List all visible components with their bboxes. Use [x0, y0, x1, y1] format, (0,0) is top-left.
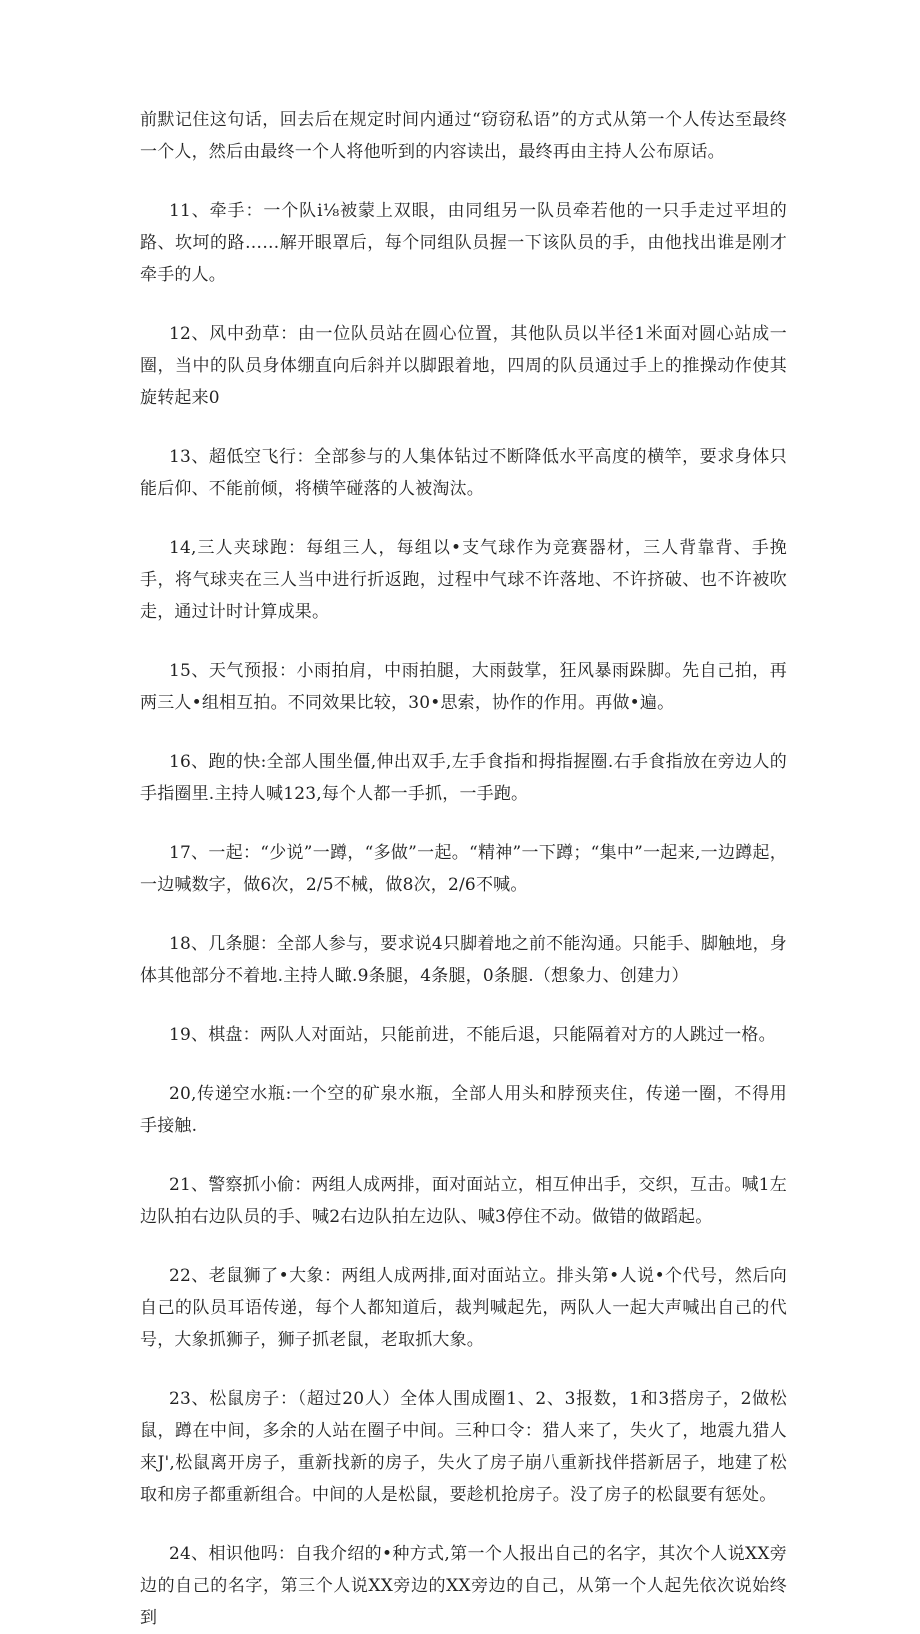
paragraph-game-17: 17、一起：“少说”一蹲，“多做”一起。“精神”一下蹲；“集中”一起来,一边蹲起，一边喊数字，做6次，2/5不械，做8次，2/6不喊。	[140, 843, 787, 895]
paragraph-game-21: 21、警察抓小偷：两组人成两排，面对面站立，相互伸出手，交织，互击。喊1左边队拍右边队员的手、喊2右边队拍左边队、喊3停住不动。做错的做蹈起。	[140, 1175, 787, 1227]
paragraph-game-14: 14,三人夹球跑：每组三人，每组以•支气球作为竞赛器材，三人背靠背、手挽手，将气球夹在三人当中进行折返跑，过程中气球不许落地、不许挤破、也不许被吹走，通过计时计算成果。	[140, 538, 787, 622]
paragraph-game-15: 15、天气预报：小雨拍肩，中雨拍腿，大雨鼓掌，狂风暴雨跺脚。先自己拍，再两三人•组相互拍。不同效果比较，30•思索，协作的作用。再做•遍。	[140, 661, 787, 713]
document-body	[140, 104, 787, 1634]
paragraph: 前默记住这句话，回去后在规定时间内通过“窃窃私语”的方式从第一个人传达至最终一个人，然后由最终一个人将他听到的内容读出，最终再由主持人公布原话。	[140, 110, 787, 162]
paragraph-game-11: 11、牵手：一个队i⅛被蒙上双眼，由同组另一队员牵若他的一只手走过平坦的路、坎坷的路……解开眼罩后，每个同组队员握一下该队员的手，由他找出谁是刚才牵手的人。	[140, 201, 787, 285]
paragraph-game-20: 20,传递空水瓶:一个空的矿泉水瓶，全部人用头和脖预夹住，传递一圈，不得用手接触.	[140, 1084, 787, 1136]
paragraph-game-23: 23、松鼠房子：（超过20人）全体人围成圈1、2、3报数，1和3搭房子，2做松鼠，蹲在中间，多余的人站在圈子中间。三种口令：猎人来了，失火了，地震九猎人来J',松鼠离开房子，重新找新的房子，失火了房子崩八重新找伴搭新居子，地建了松取和房子都重新组合。中间的人是松鼠，要趁机抢房子。没了房子的松鼠要有惩处。	[140, 1389, 787, 1505]
paragraph-game-12: 12、风中劲草：由一位队员站在圆心位置，其他队员以半径1米面对圆心站成一圈，当中的队员身体绷直向后斜并以脚跟着地，四周的队员通过手上的推操动作使其旋转起来0	[140, 324, 787, 408]
paragraph-game-22: 22、老鼠狮了•大象：两组人成两排,面对面站立。排头第•人说•个代号，然后向自己的队员耳语传递，每个人都知道后，裁判喊起先，两队人一起大声喊出自己的代号，大象抓狮子，狮子抓老鼠，老取抓大象。	[140, 1266, 787, 1350]
paragraph-game-16: 16、跑的快:全部人围坐僵,伸出双手,左手食指和拇指握圈.右手食指放在旁边人的手指圈里.主持人喊123,每个人都一手抓，一手跑。	[140, 752, 787, 804]
paragraph-game-24: 24、相识他吗：自我介绍的•种方式,第一个人报出自己的名字，其次个人说XX旁边的自己的名字，第三个人说XX旁边的XX旁边的自己，从第一个人起先依次说始终到	[140, 1544, 787, 1628]
paragraph-game-19: 19、棋盘：两队人对面站，只能前进，不能后退，只能隔着对方的人跳过一格。	[169, 1025, 776, 1045]
paragraph-game-18: 18、几条腿：全部人参与，要求说4只脚着地之前不能沟通。只能手、脚触地，身体其他部分不着地.主持人瞰.9条腿，4条腿，0条腿.（想象力、创建力）	[140, 934, 787, 986]
paragraph-game-13: 13、超低空飞行：全部参与的人集体钻过不断降低水平高度的横竿，要求身体只能后仰、不能前倾，将横竿碰落的人被淘汰。	[140, 447, 787, 499]
